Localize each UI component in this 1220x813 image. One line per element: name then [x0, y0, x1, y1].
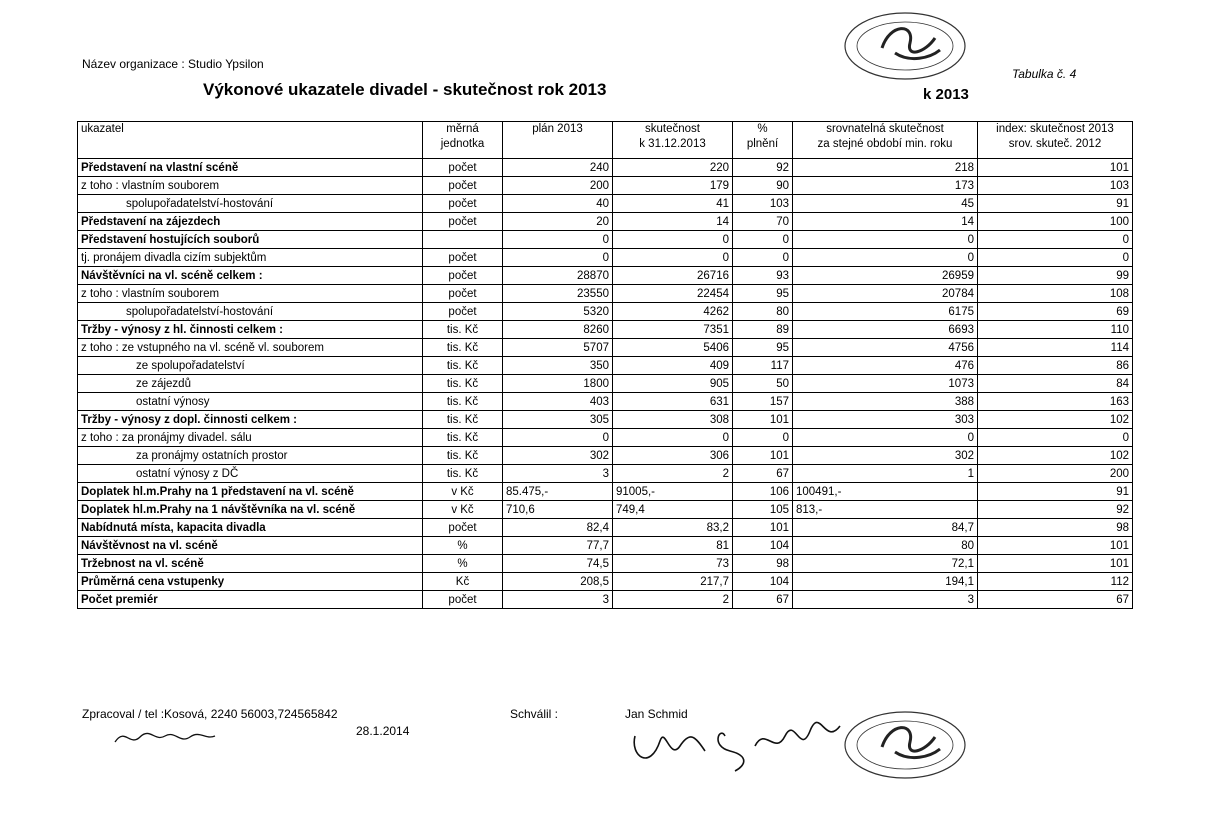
cell-unit: počet: [423, 519, 503, 537]
cell-plan: 23550: [503, 285, 613, 303]
cell-plan: 40: [503, 195, 613, 213]
cell-actual: 409: [613, 357, 733, 375]
cell-index: 99: [978, 267, 1133, 285]
cell-unit: počet: [423, 591, 503, 609]
column-header-line1: index: skutečnost 2013: [996, 123, 1114, 135]
cell-unit: tis. Kč: [423, 321, 503, 339]
cell-plan: 710,6: [503, 501, 613, 519]
cell-index: 110: [978, 321, 1133, 339]
cell-actual: 26716: [613, 267, 733, 285]
cell-index: 200: [978, 465, 1133, 483]
cell-prev: 303: [793, 411, 978, 429]
cell-index: 67: [978, 591, 1133, 609]
cell-pct: 95: [733, 339, 793, 357]
row-label: Nabídnutá místa, kapacita divadla: [78, 519, 423, 537]
column-header-line1: plán 2013: [532, 123, 583, 135]
cell-plan: 302: [503, 447, 613, 465]
row-label: Tržby - výnosy z dopl. činnosti celkem :: [78, 411, 423, 429]
cell-actual: 220: [613, 159, 733, 177]
cell-unit: počet: [423, 285, 503, 303]
column-header-line1: skutečnost: [645, 123, 700, 135]
table-row: [78, 555, 1133, 573]
column-header: [978, 122, 1133, 159]
cell-actual: 2: [613, 591, 733, 609]
table-row: [78, 195, 1133, 213]
cell-pct: 93: [733, 267, 793, 285]
cell-index: 112: [978, 573, 1133, 591]
cell-unit: počet: [423, 249, 503, 267]
cell-pct: 101: [733, 519, 793, 537]
cell-prev: 194,1: [793, 573, 978, 591]
cell-actual: 306: [613, 447, 733, 465]
table-row: [78, 159, 1133, 177]
cell-index: 102: [978, 411, 1133, 429]
cell-actual: 7351: [613, 321, 733, 339]
cell-plan: 350: [503, 357, 613, 375]
cell-plan: 8260: [503, 321, 613, 339]
cell-index: 101: [978, 555, 1133, 573]
cell-pct: 117: [733, 357, 793, 375]
cell-actual: 5406: [613, 339, 733, 357]
cell-plan: 3: [503, 465, 613, 483]
cell-unit: tis. Kč: [423, 411, 503, 429]
cell-pct: 105: [733, 501, 793, 519]
cell-index: 91: [978, 195, 1133, 213]
cell-prev: 14: [793, 213, 978, 231]
cell-prev: 0: [793, 429, 978, 447]
cell-index: 102: [978, 447, 1133, 465]
cell-plan: 403: [503, 393, 613, 411]
column-header-line2: jednotka: [440, 138, 485, 150]
row-label: spolupořadatelství-hostování: [78, 303, 423, 321]
table-row: [78, 537, 1133, 555]
cell-prev: 476: [793, 357, 978, 375]
column-header: [503, 122, 613, 159]
row-label: Představení na zájezdech: [78, 213, 423, 231]
row-label: z toho : ze vstupného na vl. scéně vl. souborem: [78, 339, 423, 357]
cell-actual: 905: [613, 375, 733, 393]
cell-index: 0: [978, 429, 1133, 447]
table-row: [78, 375, 1133, 393]
cell-pct: 67: [733, 465, 793, 483]
cell-actual: 749,4: [613, 501, 733, 519]
cell-pct: 0: [733, 249, 793, 267]
approver-signature: [625, 716, 865, 776]
row-label: Návštěvnost na vl. scéně: [78, 537, 423, 555]
cell-pct: 104: [733, 573, 793, 591]
row-label: ostatní výnosy: [78, 393, 423, 411]
cell-prev: 72,1: [793, 555, 978, 573]
cell-index: 108: [978, 285, 1133, 303]
cell-pct: 80: [733, 303, 793, 321]
cell-plan: 1800: [503, 375, 613, 393]
cell-prev: 84,7: [793, 519, 978, 537]
cell-pct: 98: [733, 555, 793, 573]
cell-prev: 80: [793, 537, 978, 555]
cell-plan: 77,7: [503, 537, 613, 555]
cell-unit: tis. Kč: [423, 429, 503, 447]
cell-prev: 6693: [793, 321, 978, 339]
row-label: za pronájmy ostatních prostor: [78, 447, 423, 465]
column-header-line2: k 31.12.2013: [639, 138, 706, 150]
table-number: Tabulka č. 4: [1012, 67, 1077, 81]
table-row: [78, 573, 1133, 591]
cell-pct: 67: [733, 591, 793, 609]
cell-actual: 22454: [613, 285, 733, 303]
organization-name: Název organizace : Studio Ypsilon: [82, 57, 264, 71]
cell-index: 92: [978, 501, 1133, 519]
row-label: Průměrná cena vstupenky: [78, 573, 423, 591]
row-label: Doplatek hl.m.Prahy na 1 představení na vl. scéně: [78, 483, 423, 501]
table-row: [78, 393, 1133, 411]
cell-index: 100: [978, 213, 1133, 231]
cell-pct: 95: [733, 285, 793, 303]
cell-plan: 85.475,-: [503, 483, 613, 501]
row-label: ostatní výnosy z DČ: [78, 465, 423, 483]
row-label: Představení na vlastní scéně: [78, 159, 423, 177]
cell-unit: %: [423, 555, 503, 573]
table-header-row: [78, 122, 1133, 159]
row-label: spolupořadatelství-hostování: [78, 195, 423, 213]
table-row: [78, 591, 1133, 609]
cell-index: 101: [978, 159, 1133, 177]
row-label: Představení hostujících souborů: [78, 231, 423, 249]
cell-plan: 82,4: [503, 519, 613, 537]
table-row: [78, 519, 1133, 537]
cell-unit: [423, 231, 503, 249]
cell-pct: 101: [733, 411, 793, 429]
cell-index: 0: [978, 249, 1133, 267]
cell-prev: 0: [793, 231, 978, 249]
cell-pct: 0: [733, 231, 793, 249]
cell-pct: 90: [733, 177, 793, 195]
cell-actual: 91005,-: [613, 483, 733, 501]
approved-name: Jan Schmid: [625, 707, 688, 721]
row-label: Tržby - výnosy z hl. činnosti celkem :: [78, 321, 423, 339]
cell-plan: 208,5: [503, 573, 613, 591]
cell-unit: v Kč: [423, 483, 503, 501]
cell-plan: 3: [503, 591, 613, 609]
table-row: [78, 249, 1133, 267]
cell-unit: v Kč: [423, 501, 503, 519]
table-row: [78, 177, 1133, 195]
cell-prev: 388: [793, 393, 978, 411]
column-header-line1: ukazatel: [81, 123, 124, 135]
cell-plan: 20: [503, 213, 613, 231]
cell-unit: %: [423, 537, 503, 555]
table-row: [78, 231, 1133, 249]
table-row: [78, 303, 1133, 321]
cell-prev: 20784: [793, 285, 978, 303]
approved-label: Schválil :: [510, 707, 559, 721]
cell-unit: počet: [423, 159, 503, 177]
cell-index: 0: [978, 231, 1133, 249]
row-label: ze zájezdů: [78, 375, 423, 393]
cell-prev: 26959: [793, 267, 978, 285]
cell-unit: tis. Kč: [423, 339, 503, 357]
cell-actual: 41: [613, 195, 733, 213]
cell-index: 101: [978, 537, 1133, 555]
cell-prev: 1: [793, 465, 978, 483]
year-note: k 2013: [923, 86, 969, 103]
cell-index: 84: [978, 375, 1133, 393]
cell-actual: 83,2: [613, 519, 733, 537]
column-header-line1: srovnatelná skutečnost: [826, 123, 944, 135]
column-header-line1: měrná: [446, 123, 479, 135]
approval-stamp: [840, 707, 970, 782]
column-header: [733, 122, 793, 159]
cell-index: 163: [978, 393, 1133, 411]
cell-prev: 4756: [793, 339, 978, 357]
prepared-date: 28.1.2014: [356, 724, 410, 738]
cell-actual: 2: [613, 465, 733, 483]
cell-prev: 302: [793, 447, 978, 465]
cell-index: 103: [978, 177, 1133, 195]
cell-pct: 0: [733, 429, 793, 447]
cell-pct: 101: [733, 447, 793, 465]
cell-unit: počet: [423, 195, 503, 213]
prepared-by: Zpracoval / tel :Kosová, 2240 56003,724565842: [82, 707, 338, 721]
table-row: [78, 501, 1133, 519]
column-header-line2: srov. skuteč. 2012: [1008, 138, 1102, 150]
table-row: [78, 357, 1133, 375]
organization-stamp: [840, 8, 970, 83]
row-label: z toho : za pronájmy divadel. sálu: [78, 429, 423, 447]
table-row: [78, 429, 1133, 447]
cell-plan: 28870: [503, 267, 613, 285]
cell-plan: 240: [503, 159, 613, 177]
cell-unit: tis. Kč: [423, 393, 503, 411]
table-row: [78, 339, 1133, 357]
cell-unit: tis. Kč: [423, 465, 503, 483]
cell-pct: 89: [733, 321, 793, 339]
table-row: [78, 213, 1133, 231]
column-header-line2: za stejné období min. roku: [817, 138, 953, 150]
cell-prev: 173: [793, 177, 978, 195]
cell-plan: 305: [503, 411, 613, 429]
cell-unit: Kč: [423, 573, 503, 591]
row-label: Doplatek hl.m.Prahy na 1 návštěvníka na vl. scéně: [78, 501, 423, 519]
column-header: [423, 122, 503, 159]
row-label: ze spolupořadatelství: [78, 357, 423, 375]
cell-plan: 5320: [503, 303, 613, 321]
cell-pct: 106: [733, 483, 793, 501]
cell-pct: 50: [733, 375, 793, 393]
row-label: Tržebnost na vl. scéně: [78, 555, 423, 573]
report-table: [77, 121, 1133, 609]
cell-plan: 74,5: [503, 555, 613, 573]
cell-actual: 0: [613, 249, 733, 267]
cell-unit: tis. Kč: [423, 375, 503, 393]
cell-prev: 0: [793, 249, 978, 267]
cell-actual: 308: [613, 411, 733, 429]
table-row: [78, 465, 1133, 483]
preparer-signature: [110, 722, 250, 752]
column-header-line2: plnění: [746, 138, 779, 150]
column-header: [793, 122, 978, 159]
cell-pct: 157: [733, 393, 793, 411]
cell-actual: 217,7: [613, 573, 733, 591]
cell-unit: počet: [423, 267, 503, 285]
cell-actual: 0: [613, 429, 733, 447]
row-label: Počet premiér: [78, 591, 423, 609]
cell-actual: 81: [613, 537, 733, 555]
table-row: [78, 447, 1133, 465]
column-header: [78, 122, 423, 159]
cell-unit: počet: [423, 303, 503, 321]
row-label: z toho : vlastním souborem: [78, 177, 423, 195]
cell-actual: 631: [613, 393, 733, 411]
column-header: [613, 122, 733, 159]
cell-actual: 4262: [613, 303, 733, 321]
cell-actual: 73: [613, 555, 733, 573]
table-row: [78, 267, 1133, 285]
table-row: [78, 321, 1133, 339]
table-row: [78, 285, 1133, 303]
cell-actual: 179: [613, 177, 733, 195]
cell-plan: 5707: [503, 339, 613, 357]
cell-pct: 92: [733, 159, 793, 177]
cell-prev: 6175: [793, 303, 978, 321]
cell-index: 69: [978, 303, 1133, 321]
cell-pct: 103: [733, 195, 793, 213]
cell-prev: 1073: [793, 375, 978, 393]
cell-plan: 0: [503, 249, 613, 267]
cell-plan: 0: [503, 429, 613, 447]
cell-index: 114: [978, 339, 1133, 357]
cell-plan: 0: [503, 231, 613, 249]
cell-unit: počet: [423, 177, 503, 195]
cell-unit: počet: [423, 213, 503, 231]
cell-unit: tis. Kč: [423, 447, 503, 465]
cell-actual: 14: [613, 213, 733, 231]
cell-pct: 70: [733, 213, 793, 231]
cell-unit: tis. Kč: [423, 357, 503, 375]
row-label: tj. pronájem divadla cizím subjektům: [78, 249, 423, 267]
row-label: z toho : vlastním souborem: [78, 285, 423, 303]
cell-index: 91: [978, 483, 1133, 501]
cell-index: 86: [978, 357, 1133, 375]
cell-prev: 45: [793, 195, 978, 213]
cell-prev: 813,-: [793, 501, 978, 519]
column-header-line1: %: [757, 123, 768, 135]
cell-index: 98: [978, 519, 1133, 537]
cell-actual: 0: [613, 231, 733, 249]
row-label: Návštěvníci na vl. scéně celkem :: [78, 267, 423, 285]
cell-plan: 200: [503, 177, 613, 195]
document-title: Výkonové ukazatele divadel - skutečnost rok 2013: [203, 80, 607, 99]
cell-prev: 100491,-: [793, 483, 978, 501]
cell-pct: 104: [733, 537, 793, 555]
cell-prev: 3: [793, 591, 978, 609]
table-row: [78, 483, 1133, 501]
cell-prev: 218: [793, 159, 978, 177]
table-row: [78, 411, 1133, 429]
